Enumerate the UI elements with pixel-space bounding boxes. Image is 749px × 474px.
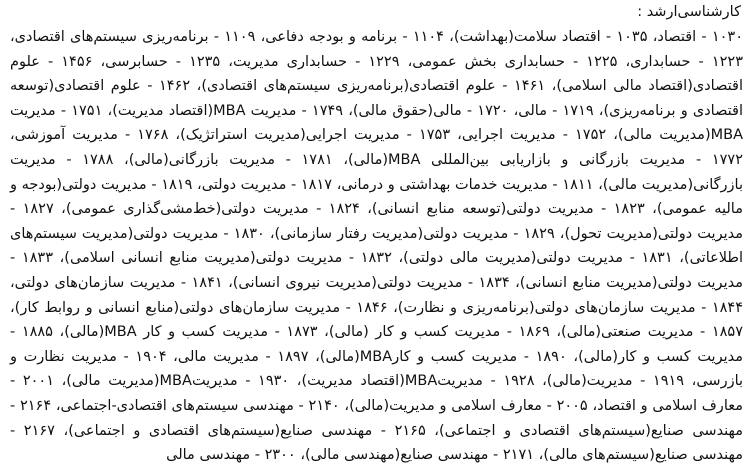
section-heading: کارشناسی‌ارشد : [637,4,741,20]
field-list-paragraph: ۱۰۳۰ - اقتصاد، ۱۰۳۵ - اقتصاد سلامت(بهداشت)، ۱۱۰۴ - برنامه و بودجه دفاعی، ۱۱۰۹ - برنامه‌ریزی سیستم‌های اقتصادی، ۱۲۲۳ - حسابداری، ۱۲۲۵ - حسابداری بخش عمومی، ۱۲۲۹ - حسابداری مدیریت، ۱۲۳۵ - حسابرسی، ۱۴۵۶ - علوم اقتصادی(اقتصاد مالی اسلامی)، ۱۴۶۱ - علوم اقتصادی(برنامه‌ریزی سیستم‌های اقتصادی)، ۱۴۶۲ - علوم اقتصادی(توسعه اقتصادی و برنامه‌ریزی)، ۱۷۱۹ - مالی، ۱۷۲۰ - مالی(حقوق مالی)، ۱۷۴۹ - مدیریت MBA(اقتصاد مدیریت)، ۱۷۵۱ - مدیریت MBA(مدیریت مالی)، ۱۷۵۲ - مدیریت اجرایی، ۱۷۵۳ - مدیریت اجرایی(مدیریت استراتژیک)، ۱۷۶۸ - مدیریت آموزشی، ۱۷۷۲ - مدیریت بازرگانی و بازاریابی بین‌المللی MBA(مالی)، ۱۷۸۱ - مدیریت بازرگانی(مالی)، ۱۷۸۸ - مدیریت بازرگانی(مدیریت مالی)، ۱۸۱۱ - مدیریت خدمات بهداشتی و درمانی، ۱۸۱۷ - مدیریت دولتی، ۱۸۱۹ - مدیریت دولتی(بودجه و مالیه عمومی)، ۱۸۲۳ - مدیریت دولتی(توسعه منابع انسانی)، ۱۸۲۴ - مدیریت دولتی(خط‌مشی‌گذاری عمومی)، ۱۸۲۷ - مدیریت دولتی(مدیریت تحول)، ۱۸۲۹ - مدیریت دولتی(مدیریت رفتار سازمانی)، ۱۸۳۰ - مدیریت دولتی(مدیریت سیستم‌های اطلاعاتی)، ۱۸۳۱ - مدیریت دولتی(مدیریت مالی دولتی)، ۱۸۳۲ - مدیریت دولتی(مدیریت منابع انسانی اسلامی)، ۱۸۳۳ - مدیریت دولتی(مدیریت منابع انسانی)، ۱۸۳۴ - مدیریت دولتی(مدیریت نیروی انسانی)، ۱۸۴۱ - مدیریت سازمان‌های دولتی، ۱۸۴۴ - مدیریت سازمان‌های دولتی(برنامه‌ریزی و نظارت)، ۱۸۴۶ - مدیریت سازمان‌های دولتی(منابع انسانی و روابط کار)، ۱۸۵۷ - مدیریت صنعتی(مالی)، ۱۸۶۹ - مدیریت کسب و کار (مالی)، ۱۸۷۳ - مدیریت کسب و کار MBA(مالی)، ۱۸۸۵ - مدیریت کسب و کار(مالی)، ۱۸۹۰ - مدیریت کسب و کارMBA(مالی)، ۱۸۹۷ - مدیریت مالی، ۱۹۰۴ - مدیریت نظارت و بازرسی، ۱۹۱۹ - مدیریت(مالی)، ۱۹۲۸ - مدیریتMBA(اقتصاد مدیریت)، ۱۹۳۰ - مدیریتMBA(مدیریت مالی)، ۲۰۰۱ - معارف اسلامی و اقتصاد، ۲۰۰۵ - معارف اسلامی و مدیریت(مالی)، ۲۱۴۰ - مهندسی سیستم‌های اقتصادی-اجتماعی، ۲۱۶۴ - مهندسی صنایع(سیستم‌های اقتصادی و اجتماعی)، ۲۱۶۵ - مهندسی صنایع(سیستم‌های اقتصادی و اجتماعی)، ۲۱۶۷ - مهندسی صنایع(سیستم‌های مالی)، ۲۱۷۱ - مهندسی صنایع(مهندسی مالی)، ۲۳۰۰ - مهندسی مالی [10,29,744,464]
